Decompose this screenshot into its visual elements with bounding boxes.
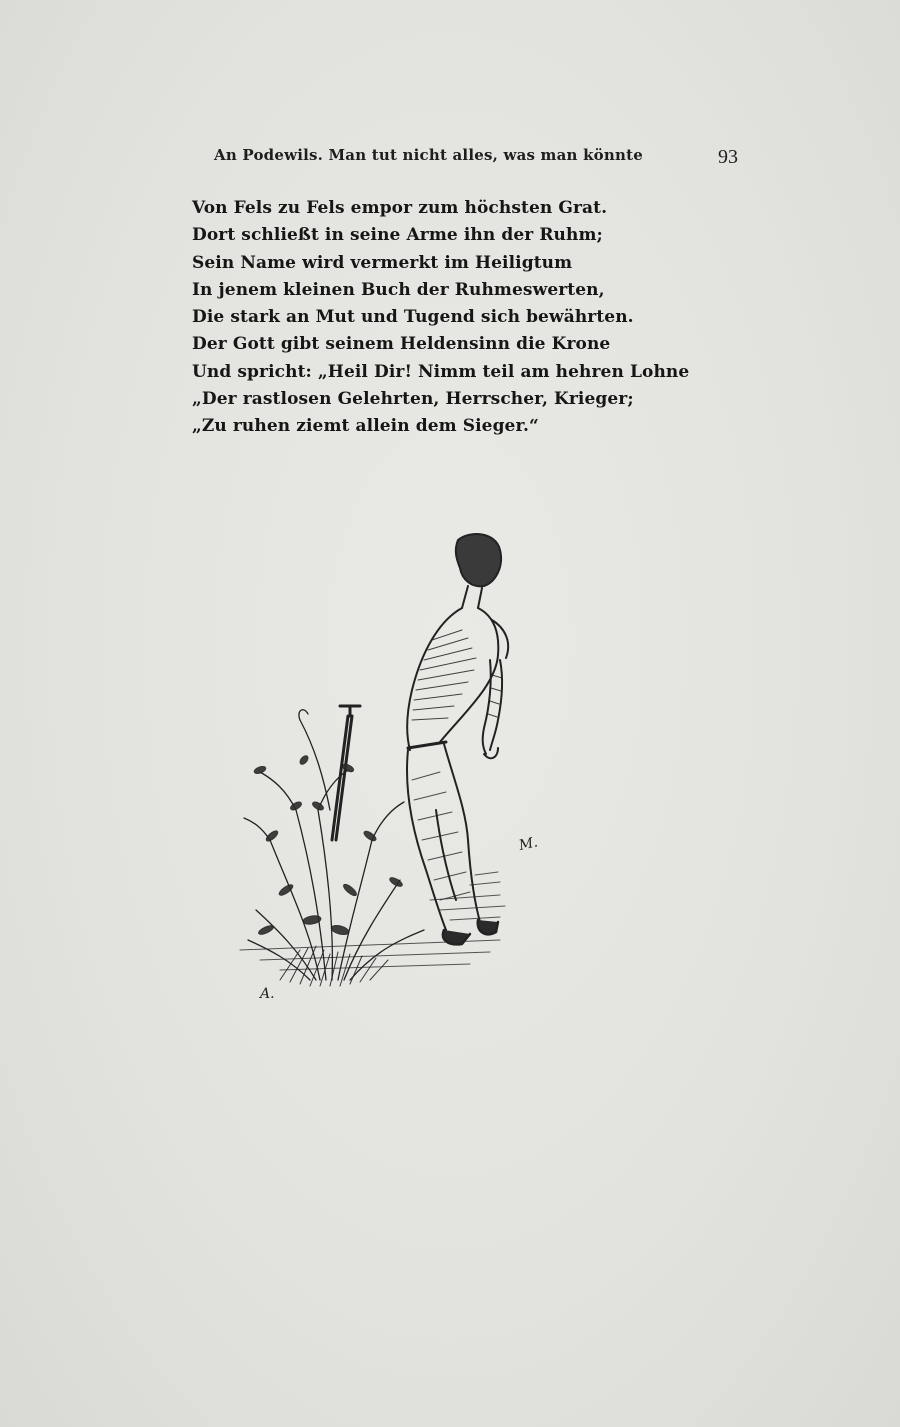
verse-line: Der Gott gibt seinem Heldensinn die Krone	[192, 334, 611, 355]
verse-line: In jenem kleinen Buch der Ruhmeswerten,	[192, 279, 605, 300]
verse-line: „Der rastlosen Gelehrten, Herrscher, Krieger;	[192, 389, 634, 410]
verse-line: Dort schließt in seine Arme ihn der Ruhm;	[192, 225, 603, 246]
poem-verse	[192, 195, 689, 441]
verse-line: „Zu ruhen ziemt allein dem Sieger.“	[192, 416, 539, 437]
verse-line: Die stark an Mut und Tugend sich bewährten.	[192, 307, 634, 328]
verse-line: Von Fels zu Fels empor zum höchsten Grat.	[192, 198, 608, 218]
illustration-man-with-spade	[200, 510, 620, 1010]
svg-text:A.: A.	[260, 986, 275, 1002]
running-head: An Podewils. Man tut nicht alles, was man könnte	[214, 146, 643, 164]
verse-line: Und spricht: „Heil Dir! Nimm teil am hehren Lohne	[192, 361, 690, 382]
svg-text:M.: M.	[517, 834, 540, 854]
verse-line: Sein Name wird vermerkt im Heiligtum	[192, 252, 573, 273]
page-number: 93	[718, 146, 738, 168]
